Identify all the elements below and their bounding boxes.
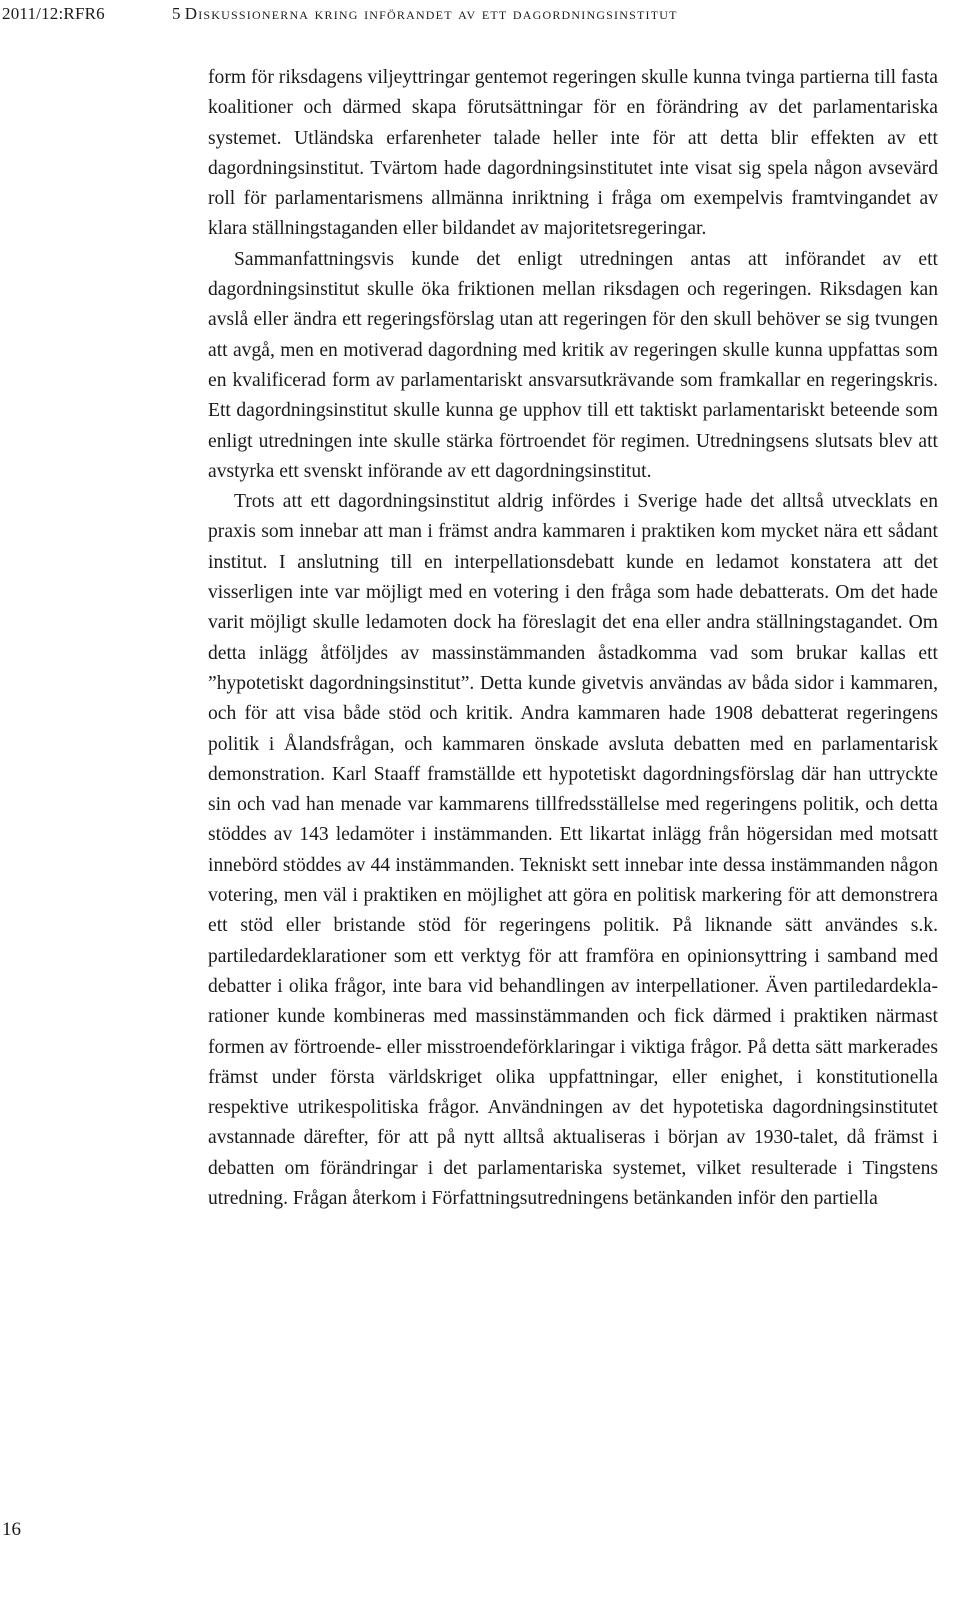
paragraph-summary: Sammanfattningsvis kunde det enligt utredningen antas att införandet av ett dagordningsinstitut skulle öka friktionen mellan riksdagen och regeringen. Riksdagen kan avslå eller ändra ett regeringsförslag utan att regeringen för den skull behöver se sig tvungen att avgå, men en motiverad dagordning med kritik av regeringen skulle kunna uppfattas som en kvalificerad form av parlamentariskt ansvarsutkrävande som framkallar en regeringskris. Ett dagordningsinstitut skulle kunna ge upphov till ett taktiskt parlamentariskt beteende som enligt utredningen inte skulle stärka förtroendet för regimen. Utredningsens slutsats blev att avstyrka ett svenskt införande av ett dagordningsinstitut. [208,248,938,482]
body-text [208,63,938,1214]
report-id: 2011/12:RFR6 [2,4,105,23]
paragraph-continued: form för riksdagens viljeyttringar gentemot regeringen skulle kunna tvinga partierna till fasta koalitioner och därmed skapa förutsättningar för en förändring av det parlamentariska systemet. Utländska erfarenheter talade heller inte för att detta blir effekten av ett dagordningsinstitut. Tvärtom hade dagordningsinstitutet inte visat sig spela någon avsevärd roll för parlamentarismens allmänna inriktning i fråga om exempelvis framtvingandet av klara ställningstaganden eller bildandet av majoritetsregeringar. [208,67,938,240]
running-header [0,0,960,30]
chapter-number: 5 [172,4,181,23]
paragraph-practice: Trots att ett dagordningsinstitut aldrig infördes i Sverige hade det alltså utvecklats en praxis som innebar att man i främst andra kammaren i praktiken kom mycket nära ett sådant institut. I anslutning till en interpellationsdebatt kunde en ledamot konstatera att det visserligen inte var möjligt med en votering i den fråga som hade debatterats. Om det hade varit möjligt skulle ledamoten dock ha föreslagit det ena eller andra ställningstagandet. Om detta inlägg åtföljdes av massinstämmanden åstadkomma vad som brukar kallas ett ”hypotetiskt dagordningsinstitut”. Detta kunde givetvis användas av båda sidor i kammaren, och för att visa både stöd och kritik. Andra kammaren hade 1908 debatterat regeringens politik i Ålandsfrågan, och kammaren önskade avsluta debatten med en parlamentarisk demonstration. Karl Staaff framställde ett hypotetiskt dagordningsförslag där han uttryckte sin och vad han menade var kammarens tillfredsställelse med regeringens politik, och detta stöddes av 143 ledamöter i instämmanden. Ett likartat inlägg från högersidan med motsatt innebörd stöddes av 44 instämmanden. Tekniskt sett innebar inte dessa instämmanden någon votering, men väl i praktiken en möjlighet att göra en politisk markering för att demonstrera ett stöd eller bristande stöd för regeringens politik. På liknande sätt användes s.k. partiledardeklarationer som ett verktyg för att framföra en opinionsyttring i samband med debatter i olika frågor, inte bara vid behandlingen av interpellationer. Även partiledardeklarationer kunde kombineras med massinstämmanden och fick därmed i praktiken närmast formen av förtroende- eller misstroendeförklaringar i viktiga frågor. På detta sätt markerades främst under första världskriget olika uppfattningar, eller enighet, i konstitutionella respektive utrikespolitiska frågor. Användningen av det hypotetiska dagordningsinstitutet avstannade därefter, för att på nytt alltså aktualiseras i början av 1930-talet, då främst i debatten om förändringar i det parlamentariska systemet, vilket resulterade i Tingstens utredning. Frågan återkom i Författningsutredningens betänkanden inför den partiella [208,491,938,1209]
chapter-title: Diskussionerna kring införandet av ett dagordningsinstitut [184,4,678,23]
chapter-heading [172,1,678,27]
page-number: 16 [2,1519,21,1540]
